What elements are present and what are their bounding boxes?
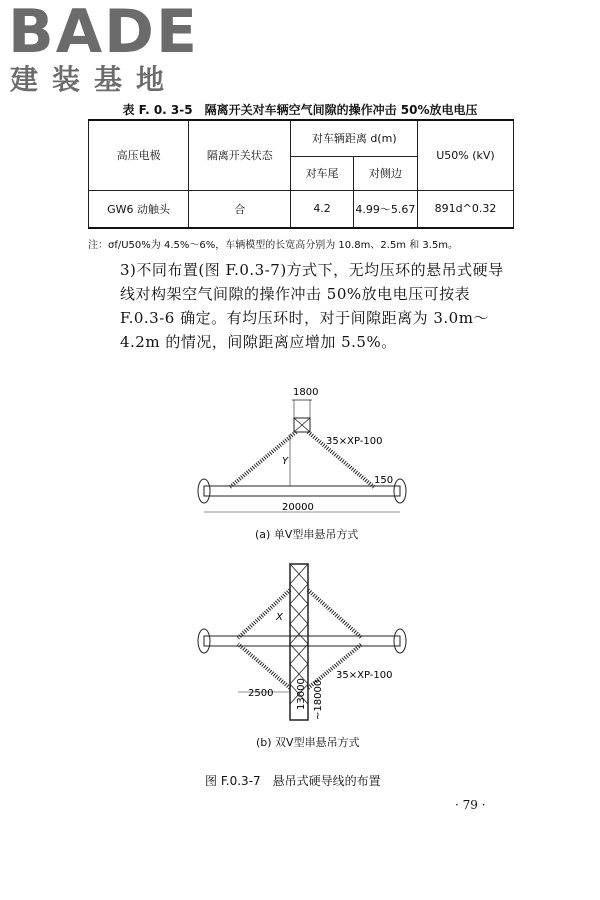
conductor-tube: [204, 486, 400, 496]
insulator-label: 35×XP-100: [326, 436, 383, 447]
paragraph-line: 3)不同布置(图 F.0.3-7)方式下，无均压环的悬吊式硬导: [120, 261, 504, 279]
discharge-voltage-table: [88, 119, 514, 229]
table-note: 注：σf/U50%为 4.5%～6%，车辆模型的长宽高分别为 10.8m、2.5m 和 3.5m。: [88, 240, 459, 251]
paragraph-line: 4.2m 的情况，间隙距离应增加 5.5%。: [120, 333, 397, 351]
figure-b-caption: (b) 双V型串悬吊方式: [256, 736, 360, 749]
figure-a-caption: (a) 单V型串悬吊方式: [255, 528, 359, 541]
cell-tail: 4.2: [291, 190, 353, 228]
dim-h2: ~18000: [313, 679, 324, 720]
figure-caption: 图 F.0.3-7 悬吊式硬导线的布置: [205, 774, 381, 788]
logo-wordmark: BADE: [8, 0, 199, 67]
table-row: [89, 190, 514, 228]
cell-voltage: 891d^0.32: [418, 190, 514, 228]
logo-subtitle: 建装基地: [10, 63, 179, 96]
table-caption: 表 F. 0. 3-5 隔离开关对车辆空气间隙的操作冲击 50%放电电压: [122, 103, 478, 117]
paragraph-line: F.0.3-6 确定。有均压环时，对于间隙距离为 3.0m～: [120, 309, 489, 327]
header-side: 对侧边: [353, 156, 417, 190]
header-voltage: U50% (kV): [418, 120, 514, 190]
insulator-lower-left: [238, 644, 290, 688]
header-tail: 对车尾: [291, 156, 353, 190]
insulator-upper-right: [308, 590, 362, 638]
header-distance: 对车辆距离 d(m): [291, 120, 418, 156]
body-paragraph: [120, 258, 530, 354]
header-electrode: 高压电极: [89, 120, 189, 190]
paragraph-line: 线对构架空气间隙的操作冲击 50%放电电压可按表: [120, 285, 471, 303]
dim-top-width: 1800: [293, 387, 319, 398]
figure-b-double-v: [190, 560, 420, 725]
dim-y: Y: [282, 456, 289, 467]
dim-offset: 150: [374, 475, 394, 486]
insulator-label: 35×XP-100: [336, 670, 393, 681]
header-switch-state: 隔离开关状态: [189, 120, 291, 190]
dim-span: 20000: [282, 502, 314, 513]
dim-left: 2500: [248, 688, 274, 699]
cell-state: 合: [189, 190, 291, 228]
dim-x: X: [276, 612, 283, 623]
page-number: · 79 ·: [455, 798, 486, 812]
figure-a-single-v: [190, 382, 420, 530]
dim-h1: 13000: [296, 678, 307, 710]
cell-side: 4.99～5.67: [353, 190, 417, 228]
cell-electrode: GW6 动触头: [89, 190, 189, 228]
